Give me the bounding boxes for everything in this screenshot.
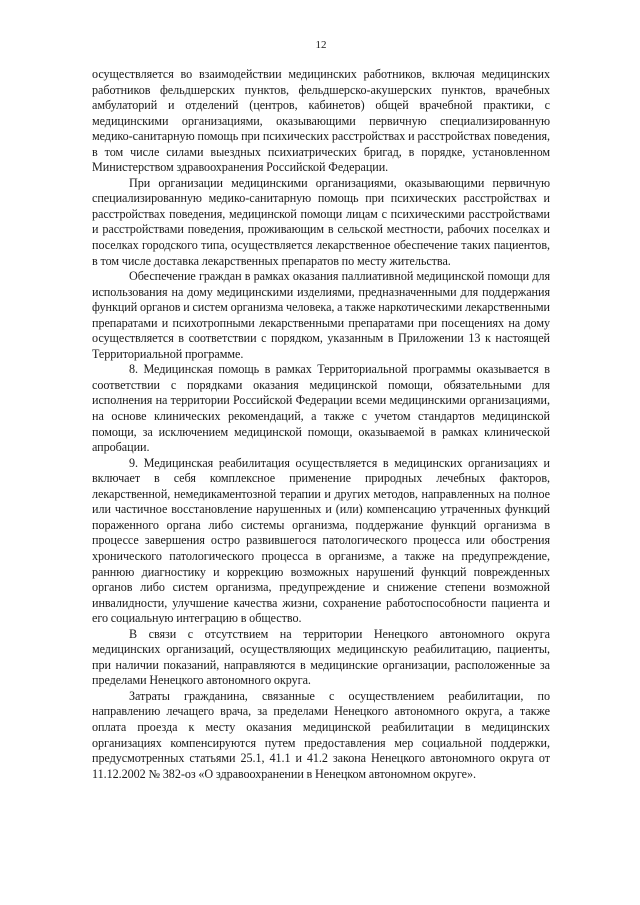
paragraph-3: Обеспечение граждан в рамках оказания паллиативной медицинской помощи для использования на дому медицинскими изделиями, предназначенными для поддержания функций органов и систем организма человека, а также наркотическими лекарственными препаратами и психотропными лекарственными препаратами при посещениях на дому осуществляется в соответствии с порядком, указанным в Приложении 13 к настоящей Территориальной программе. bbox=[92, 269, 550, 361]
document-page bbox=[92, 38, 550, 782]
paragraph-7: Затраты гражданина, связанные с осуществлением реабилитации, по направлению лечащего врача, за пределами Ненецкого автономного округа, а также оплата проезда к месту оказания медицинской реабилитации в медицинских организациях компенсируются путем предоставления мер социальной поддержки, предусмотренных статьями 25.1, 41.1 и 41.2 закона Ненецкого автономного округа от 11.12.2002 № 382-оз «О здравоохранении в Ненецком автономном округе». bbox=[92, 688, 550, 781]
paragraph-1: осуществляется во взаимодействии медицинских работников, включая медицинских работников фельдшерских пунктов, фельдшерско-акушерских пунктов, врачебных амбулаторий и отделений (центров, кабинетов) общей врачебной практики, с медицинскими организациями, оказывающими первичную специализированную медико-санитарную помощь при психических расстройствах и расстройствах поведения, в том числе силами выездных психиатрических бригад, в порядке, установленном Министерством здравоохранения Российской Федерации. bbox=[92, 67, 550, 175]
paragraph-6: В связи с отсутствием на территории Ненецкого автономного округа медицинских организаций, осуществляющих медицинскую реабилитацию, пациенты, при наличии показаний, направляются в медицинские организации, расположенные за пределами Ненецкого автономного округа. bbox=[92, 626, 550, 688]
page-number: 12 bbox=[315, 39, 327, 51]
body-text bbox=[92, 67, 550, 782]
paragraph-4-item-8: 8. Медицинская помощь в рамках Территориальной программы оказывается в соответствии с порядками оказания медицинской помощи, обязательными для исполнения на территории Российской Федерации всеми медицинскими организациями, на основе клинических рекомендаций, а также с учетом стандартов медицинской помощи, за исключением медицинской помощи, оказываемой в рамках клинической апробации. bbox=[92, 362, 550, 455]
paragraph-2: При организации медицинскими организациями, оказывающими первичную специализированную медико-санитарную помощь при психических расстройствах и расстройствах поведения, медицинской помощи лицам с психическими расстройствами и расстройствами поведения, проживающим в сельской местности, рабочих поселках и поселках городского типа, осуществляется лекарственное обеспечение таких пациентов, в том числе доставка лекарственных препаратов по месту жительства. bbox=[92, 175, 550, 268]
paragraph-5-item-9: 9. Медицинская реабилитация осуществляется в медицинских организациях и включает в себя комплексное применение природных лечебных факторов, лекарственной, немедикаментозной терапии и других методов, направленных на полное или частичное восстановление нарушенных и (или) компенсацию утраченных функций пораженного органа либо системы организма, поддержание функций организма в процессе завершения остро развившегося патологического процесса или обострения хронического патологического процесса в организме, а также на предупреждение, раннюю диагностику и коррекцию возможных нарушений функций поврежденных органов либо систем организма, предупреждение и снижение степени возможной инвалидности, улучшение качества жизни, сохранение работоспособности пациента и его социальную интеграцию в общество. bbox=[92, 455, 550, 626]
